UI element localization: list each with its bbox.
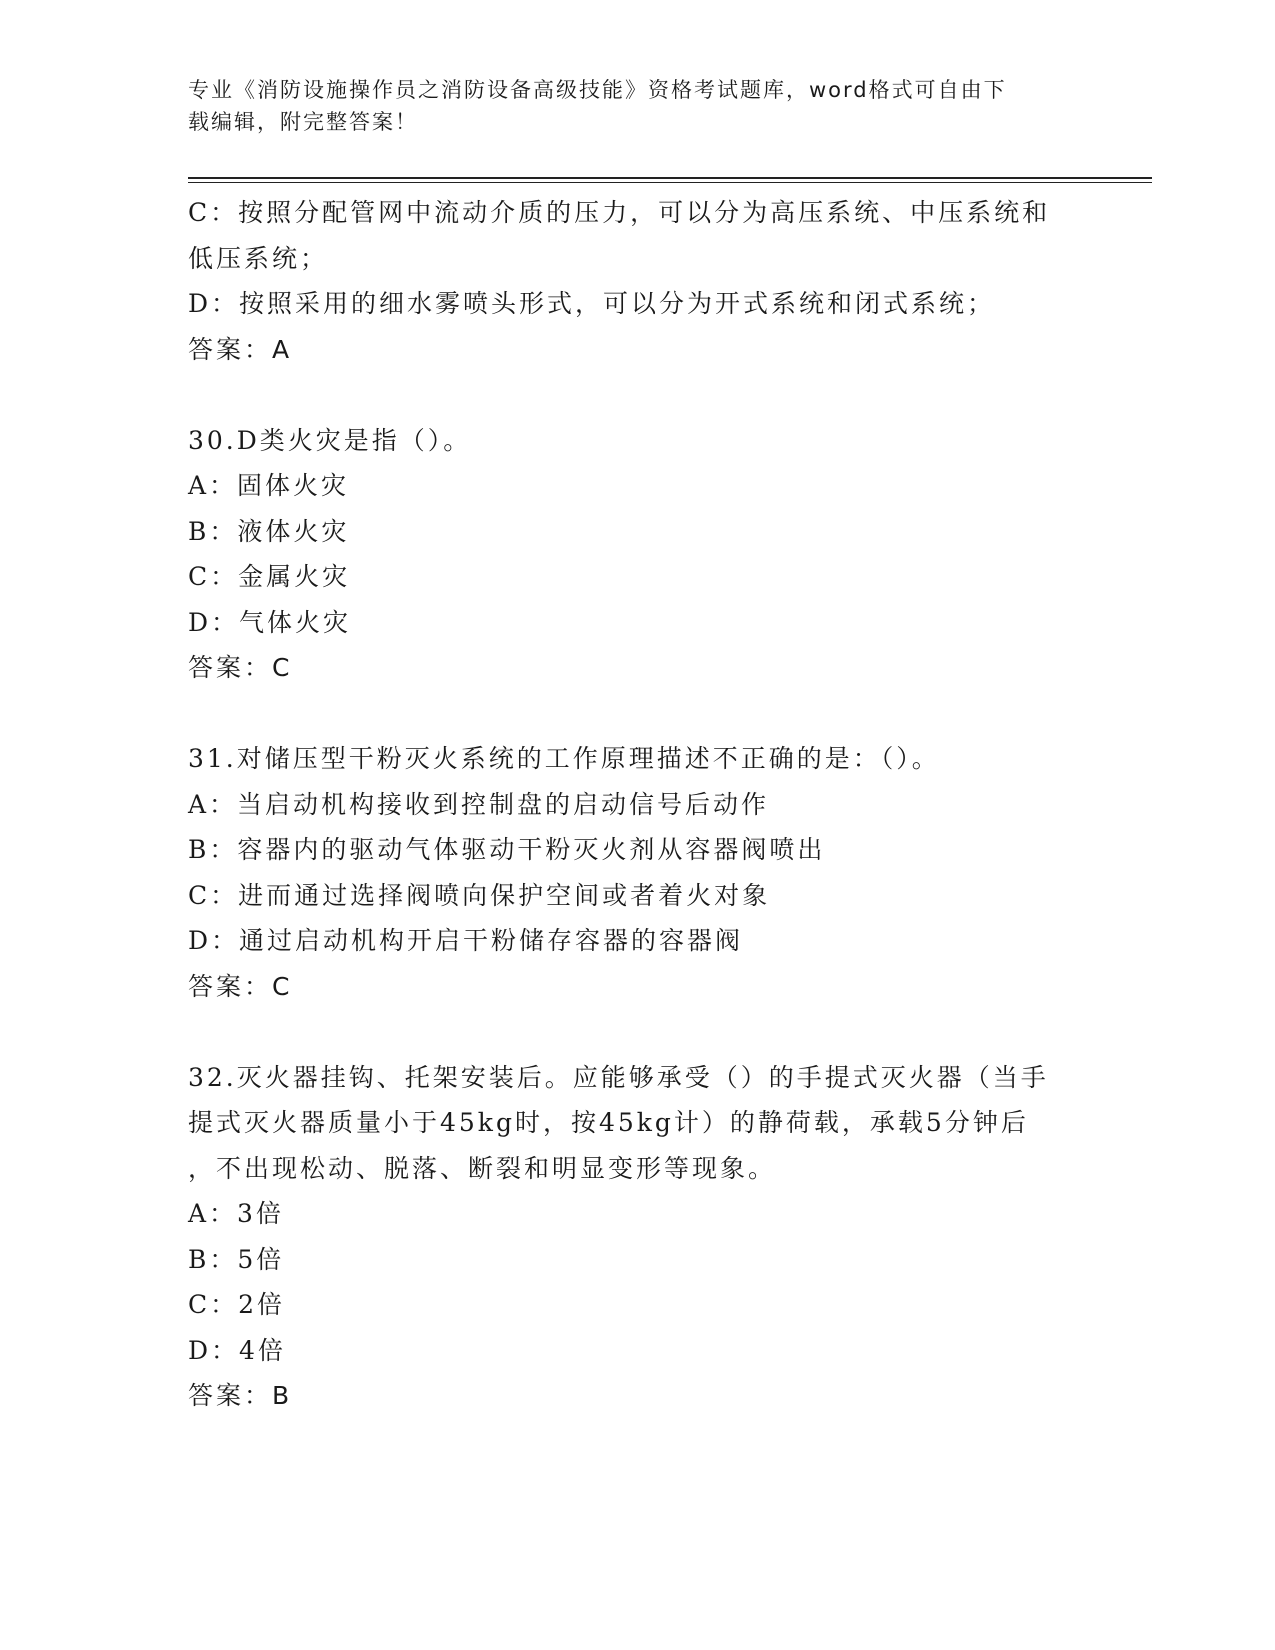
question-32-stem-line-1: 32.灭火器挂钩、托架安装后。应能够承受（）的手提式灭火器（当手 bbox=[188, 1062, 1049, 1092]
prev-answer: 答案：A bbox=[188, 334, 293, 364]
prev-option-c-line-1: C：按照分配管网中流动介质的压力，可以分为高压系统、中压系统和 bbox=[188, 198, 1051, 227]
question-32-option-a: A：3倍 bbox=[188, 1199, 284, 1228]
question-32-stem-line-2: 提式灭火器质量小于45kg时，按45kg计）的静荷载，承载5分钟后 bbox=[188, 1108, 1029, 1137]
question-30-option-c: C：金属火灾 bbox=[188, 562, 351, 591]
question-30-option-d: D：气体火灾 bbox=[188, 607, 352, 637]
header-divider-thick bbox=[188, 177, 1152, 179]
question-30-option-a: A：固体火灾 bbox=[188, 471, 350, 500]
document-header bbox=[188, 74, 1068, 138]
header-line-1: 专业《消防设施操作员之消防设备高级技能》资格考试题库，word格式可自由下 bbox=[188, 78, 1007, 102]
question-31-option-d: D：通过启动机构开启干粉储存容器的容器阀 bbox=[188, 926, 744, 955]
question-31-stem: 31.对储压型干粉灭火系统的工作原理描述不正确的是：（）。 bbox=[188, 744, 940, 773]
question-30-stem: 30.D类火灾是指（）。 bbox=[188, 425, 472, 455]
question-32-stem-line-3: ，不出现松动、脱落、断裂和明显变形等现象。 bbox=[188, 1153, 777, 1183]
question-32-option-c: C：2倍 bbox=[188, 1290, 286, 1319]
question-32-answer: 答案：B bbox=[188, 1381, 293, 1410]
question-31-option-a: A：当启动机构接收到控制盘的启动信号后动作 bbox=[188, 789, 770, 819]
question-32-option-d: D：4倍 bbox=[188, 1335, 286, 1365]
question-list bbox=[188, 190, 1078, 1419]
header-divider-thin bbox=[188, 182, 1152, 183]
prev-option-c-line-2: 低压系统； bbox=[188, 243, 329, 273]
question-32-option-b: B：5倍 bbox=[188, 1244, 285, 1274]
prev-option-d: D：按照采用的细水雾喷头形式，可以分为开式系统和闭式系统； bbox=[188, 289, 996, 318]
question-30-option-b: B：液体火灾 bbox=[188, 516, 350, 546]
question-31-option-c: C：进而通过选择阀喷向保护空间或者着火对象 bbox=[188, 880, 771, 910]
question-31-answer: 答案：C bbox=[188, 971, 293, 1001]
header-line-2: 载编辑，附完整答案！ bbox=[188, 110, 418, 134]
question-31-option-b: B：容器内的驱动气体驱动干粉灭火剂从容器阀喷出 bbox=[188, 835, 826, 864]
question-30-answer: 答案：C bbox=[188, 653, 293, 682]
